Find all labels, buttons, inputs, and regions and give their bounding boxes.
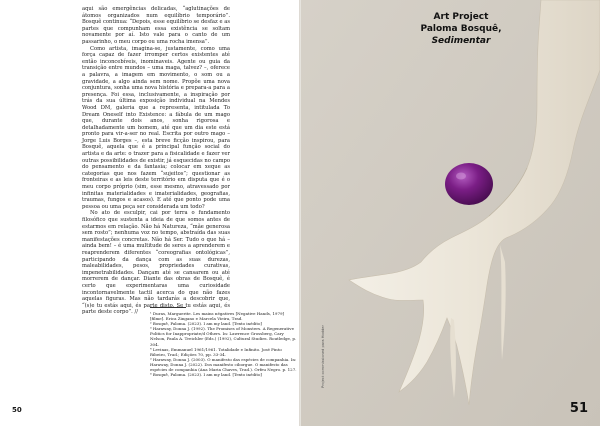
- art-project-title: [396, 11, 526, 47]
- purple-sphere: [445, 163, 493, 205]
- work-title: Sedimentar: [431, 36, 491, 46]
- title-line-2: [396, 23, 526, 47]
- footnote-rule: [150, 307, 186, 308]
- paragraph-3: No ato de esculpir, cai por terra o fundamento filosófico que sustenta a ideia de que somos antes de estarmos em relação. Não há Natureza, “mãe generosa sem rosto”; nenhuma voz no tempo, abstraída das suas manifestações concretas. Não há Ser. Tudo o que há – ainda bem! – é uma multitude de seres a aprenderem e reaprenderem diferentes “coreografias ontológicas”, participando da dança com as suas durezas, maleabilidades, pesos, propriedades curativas, impenetrabilidades. Dançam até se cansarem ou até morrerem de dançar. Diante das obras de Bosquê, é certo que experimentaras uma curiosidade incontornavelmente tactil acerca do que não fazes aquelas figuras. Mas não tardarás a descobrir que, “(s)e tu estás aqui, és parte disto. Se tu estás aqui, és parte deste corpo”. //: [82, 210, 230, 316]
- footnote-1: ¹ Duras, Marguerite. Les mains négatives [Negative Hands, 1979] [filme]. Erica Zingano e Marcela Vieira, Trad.: [150, 311, 285, 322]
- photo-credit: Project commissioned para Hodder: [321, 325, 325, 388]
- footnote-5: ⁵ Haraway, Donna J. (2003). O manifesto das espécies de companhia. In: Haraway, Donna J. (2022). Dos manifesto ciborgue. O manifesto das espécies de companhia (Ana Maria Chaves, Trad.). Orfeu Negro. p. 127.: [150, 356, 297, 373]
- artist-name: Paloma Bosquê,: [420, 24, 502, 34]
- title-line-1: Art Project: [433, 12, 489, 22]
- right-page: [301, 0, 600, 426]
- page-number-right: 51: [569, 401, 588, 416]
- sphere-highlight: [456, 173, 466, 180]
- article-column: [82, 6, 230, 316]
- paragraph-2: Como artista, imagina-se, justamente, como uma força capaz de fazer irromper certos existentes até então inconcebíveis, inominaveis. Agente ou guia da transição entre mundos – uma maga, talvez? –, oferece a palavra, a imagem em movimento, o som ou a gravidade, a algo ainda sem nome. Propõe uma nova conjuntura, sonha uma nova história e prepara-a para a presença. Foi essa, inclusivamente, a inspiração por trás da sua última exposição individual na Mendes Wood DM, galeria que a representa, intitulada To Dream Oneself into Existence: a fábula de um mago que, durante dois anos, sonha rigorosa e detalhadamente um homem, até que um dia este está pronto para vir-a-ser no real. Escrita por outro mago – Jorge Luis Borges –, esta breve ficção inspirou, para Bosquê, aquela que é a principal função social do artista e da arte: o trazer para a fisicalidade e fazer ver outras possibilidades de existir, já esquecidas no campo do pensamento e da fantasia; colocar em xeque as categorias que nos fazem “sujeitos”; questionar as fronteiras e as leis deste território em disputa que é o meu corpo próprio (sim, esse mesmo, atravessado por infinitas materialidades e imaterialidades, geografias, traumas, fungos e acasos). E até que ponto pode uma pessoa ou uma peça ser considerada um todo?: [82, 45, 230, 210]
- footnotes: [150, 307, 298, 377]
- paragraph-1: aqui são emergências delicadas, “aglutinações de átomos organizados num equilíbrio temporário”. Bosquê continua: “Depois, esse equilíbrio se desfaz e as partes que compunham essa existência se soltam novamente por aí. Isto vale para o canto de um passarinho, o meu corpo ou uma rocha imensa”.: [82, 6, 230, 45]
- footnote-4: ⁴ Levinas, Emmanuel 1961/1961. Totalidade e Infinito. José Pinto Ribeiro, Trad.; Edições 70, pp. 33-34.: [150, 346, 282, 357]
- page-number-left: 50: [12, 406, 22, 414]
- footnote-6: ⁶ Bosquê, Paloma. (2023). I am my land. [Texto inédito]: [150, 372, 262, 378]
- footnote-2: ² Bosquê, Paloma. (2023). I am my land. [Texto inédito]: [150, 321, 262, 327]
- sculpture-photo: [301, 0, 600, 426]
- footnote-3: ³ Haraway, Donna J. (1992). The Promises of Monsters. A Regenerative Politics for Inappropriate/d Others. In: Lawrence Grossberg, Cary Nelson, Paula A. Treichler (Eds.) (1992), Cultural Studies. Routledge, p. 304.: [150, 326, 297, 347]
